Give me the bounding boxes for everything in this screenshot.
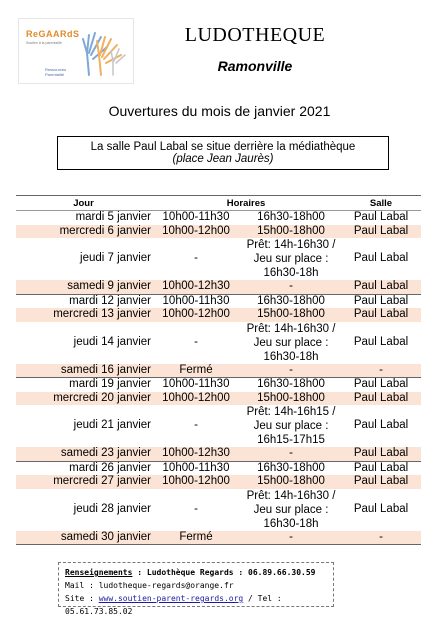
room-cell: Paul Labal <box>341 211 421 225</box>
afternoon-hours-cell: - <box>241 447 341 461</box>
morning-hours-cell: 10h00-12h00 <box>151 392 241 406</box>
table-row <box>16 531 421 545</box>
day-cell: mardi 19 janvier <box>16 378 151 392</box>
room-cell: Paul Labal <box>341 322 421 364</box>
day-cell: mardi 12 janvier <box>16 294 151 308</box>
day-cell: samedi 16 janvier <box>16 364 151 378</box>
hands-icon <box>79 25 131 79</box>
table-row <box>16 405 421 447</box>
location-line-1: La salle Paul Labal se situe derrière la médiathèque <box>90 141 356 153</box>
room-cell: Paul Labal <box>341 461 421 475</box>
site-link[interactable]: www.soutien-parent-regards.org <box>98 594 244 603</box>
table-row <box>16 489 421 531</box>
header-day: Jour <box>16 196 151 211</box>
afternoon-hours-cell: Prêt: 14h-16h30 / Jeu sur place : 16h30-18h <box>241 238 341 280</box>
morning-hours-cell: - <box>151 322 241 364</box>
afternoon-hours-cell: Prêt: 14h-16h30 / Jeu sur place : 16h30-18h <box>241 322 341 364</box>
morning-hours-cell: 10h00-12h00 <box>151 308 241 322</box>
table-row <box>16 280 421 294</box>
logo-brand-sub: Soutien à la parentalité <box>26 41 62 45</box>
table-row <box>16 211 421 225</box>
morning-hours-cell: 10h00-12h00 <box>151 475 241 489</box>
table-row <box>16 238 421 280</box>
day-cell: mardi 5 janvier <box>16 211 151 225</box>
header-room: Salle <box>341 196 421 211</box>
schedule-body <box>16 211 421 545</box>
location-line-2: (place Jean Jaurès) <box>172 153 274 165</box>
header-hours: Horaires <box>151 196 341 211</box>
schedule-table <box>16 195 421 545</box>
table-row <box>16 308 421 322</box>
room-cell: Paul Labal <box>341 378 421 392</box>
location-box <box>57 136 389 170</box>
afternoon-hours-cell: 16h30-18h00 <box>241 378 341 392</box>
table-row <box>16 364 421 378</box>
afternoon-hours-cell: - <box>241 280 341 294</box>
table-row <box>16 225 421 239</box>
day-cell: jeudi 7 janvier <box>16 238 151 280</box>
room-cell: Paul Labal <box>341 238 421 280</box>
morning-hours-cell: - <box>151 489 241 531</box>
month-heading: Ouvertures du mois de janvier 2021 <box>108 103 331 119</box>
morning-hours-cell: 10h00-11h30 <box>151 211 241 225</box>
afternoon-hours-cell: 16h30-18h00 <box>241 461 341 475</box>
site-line <box>65 592 327 618</box>
day-cell: mardi 26 janvier <box>16 461 151 475</box>
morning-hours-cell: Fermé <box>151 364 241 378</box>
morning-hours-cell: 10h00-11h30 <box>151 461 241 475</box>
room-cell: Paul Labal <box>341 489 421 531</box>
page-title: LUDOTHEQUE <box>184 24 326 46</box>
table-row <box>16 378 421 392</box>
day-cell: mercredi 20 janvier <box>16 392 151 406</box>
site-suffix: / Tel : 05.61.73.85.02 <box>65 594 282 616</box>
room-cell: - <box>341 364 421 378</box>
room-cell: Paul Labal <box>341 405 421 447</box>
contact-sep: : <box>132 568 147 577</box>
room-cell: - <box>341 531 421 545</box>
room-cell: Paul Labal <box>341 447 421 461</box>
room-cell: Paul Labal <box>341 294 421 308</box>
contact-label: Renseignements <box>65 568 133 577</box>
room-cell: Paul Labal <box>341 225 421 239</box>
morning-hours-cell: Fermé <box>151 531 241 545</box>
info-box <box>58 562 334 616</box>
morning-hours-cell: 10h00-11h30 <box>151 378 241 392</box>
afternoon-hours-cell: Prêt: 14h-16h30 / Jeu sur place : 16h30-18h <box>241 489 341 531</box>
morning-hours-cell: 10h00-12h00 <box>151 225 241 239</box>
logo-brand: ReGAARdS <box>26 29 80 39</box>
table-row <box>16 447 421 461</box>
contact-value: Ludothèque Regards : 06.89.66.30.59 <box>146 568 316 577</box>
logo-tagline: Ressources Parentalité <box>45 67 67 77</box>
regards-logo <box>18 18 134 84</box>
page-subtitle: Ramonville <box>217 58 293 74</box>
table-header-row <box>16 196 421 211</box>
afternoon-hours-cell: - <box>241 364 341 378</box>
table-row <box>16 392 421 406</box>
day-cell: samedi 9 janvier <box>16 280 151 294</box>
morning-hours-cell: - <box>151 238 241 280</box>
table-row <box>16 322 421 364</box>
day-cell: jeudi 21 janvier <box>16 405 151 447</box>
day-cell: mercredi 6 janvier <box>16 225 151 239</box>
day-cell: samedi 23 janvier <box>16 447 151 461</box>
afternoon-hours-cell: 15h00-18h00 <box>241 392 341 406</box>
room-cell: Paul Labal <box>341 392 421 406</box>
day-cell: mercredi 27 janvier <box>16 475 151 489</box>
table-row <box>16 475 421 489</box>
day-cell: jeudi 28 janvier <box>16 489 151 531</box>
morning-hours-cell: 10h00-11h30 <box>151 294 241 308</box>
day-cell: mercredi 13 janvier <box>16 308 151 322</box>
room-cell: Paul Labal <box>341 475 421 489</box>
morning-hours-cell: 10h00-12h30 <box>151 447 241 461</box>
mail-line: Mail : ludotheque-regards@orange.fr <box>65 581 234 590</box>
afternoon-hours-cell: 15h00-18h00 <box>241 308 341 322</box>
afternoon-hours-cell: 16h30-18h00 <box>241 294 341 308</box>
afternoon-hours-cell: 16h30-18h00 <box>241 211 341 225</box>
afternoon-hours-cell: Prêt: 14h-16h15 / Jeu sur place : 16h15-17h15 <box>241 405 341 447</box>
day-cell: samedi 30 janvier <box>16 531 151 545</box>
morning-hours-cell: - <box>151 405 241 447</box>
morning-hours-cell: 10h00-12h30 <box>151 280 241 294</box>
day-cell: jeudi 14 janvier <box>16 322 151 364</box>
room-cell: Paul Labal <box>341 280 421 294</box>
table-row <box>16 461 421 475</box>
contact-line <box>65 566 327 579</box>
table-row <box>16 294 421 308</box>
afternoon-hours-cell: 15h00-18h00 <box>241 225 341 239</box>
afternoon-hours-cell: 15h00-18h00 <box>241 475 341 489</box>
site-prefix: Site : <box>65 594 99 603</box>
room-cell: Paul Labal <box>341 308 421 322</box>
afternoon-hours-cell: - <box>241 531 341 545</box>
